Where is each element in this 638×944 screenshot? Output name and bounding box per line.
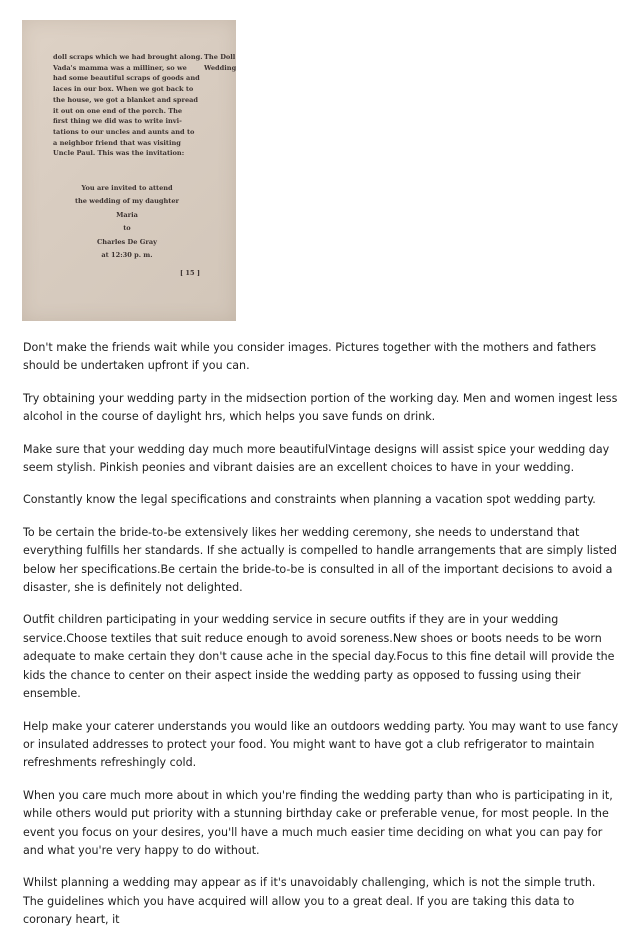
article-paragraph: Constantly know the legal specifications and constraints when planning a vacation spot wedding party.: [23, 493, 596, 507]
invitation-line: the wedding of my daughter: [74, 197, 180, 206]
book-page-line: a neighbor friend that was visiting: [53, 138, 181, 147]
book-page-photo: [22, 20, 236, 321]
article-paragraph: To be certain the bride-to-be extensively likes her wedding ceremony, she needs to understand that everything fulfills her standards. If she actually is compelled to handle arrangements that are simply listed below her specifications.Be certain the bride-to-be is consulted in all of the important decisions to avoid a disaster, she is definitely not delighted.: [23, 525, 617, 595]
book-running-title-line: Wedding: [204, 63, 236, 72]
book-page-number: [ 15 ]: [180, 269, 201, 277]
book-running-title-line: The Doll: [204, 53, 236, 61]
article-paragraph: Whilst planning a wedding may appear as if it's unavoidably challenging, which is not the simple truth. The guidelines which you have acquired will allow you to a great deal. If you are taking this data to coronary heart, it: [23, 876, 596, 927]
book-page-body-text: [53, 52, 201, 159]
article-paragraph: Don't make the friends wait while you consider images. Pictures together with the mothers and fathers should be undertaken upfront if you can.: [23, 341, 597, 373]
article-paragraph: Try obtaining your wedding party in the midsection portion of the working day. Men and women ingest less alcohol in the course of daylight hrs, which helps you save funds on drink.: [23, 391, 618, 424]
article-paragraph: Help make your caterer understands you would like an outdoors wedding party. You may want to use fancy or insulated addresses to protect your food. You might want to have got a club refrigerator to maintain refreshments refreshingly cold.: [23, 719, 619, 770]
book-page-line: the house, we got a blanket and spread: [53, 95, 199, 104]
book-page-line: Vada's mamma was a milliner, so we: [53, 63, 187, 72]
invitation-line: Maria: [116, 210, 138, 219]
book-page-line: doll scraps which we had brought along.: [53, 53, 203, 61]
invitation-line: to: [123, 224, 131, 233]
book-page-line: it out on one end of the porch. The: [53, 106, 183, 115]
article-paragraph: Make sure that your wedding day much more beautifulVintage designs will assist spice your wedding day seem stylish. Pinkish peonies and vibrant daisies are an excellent choices to have in your wedding.: [23, 442, 610, 475]
book-page-line: laces in our box. When we got back to: [53, 85, 194, 94]
book-invitation-text: [52, 182, 202, 262]
book-running-title: [204, 52, 236, 73]
article-paragraph: When you care much more about in which you're finding the wedding party than who is participating in it, while others would put priority with a stunning birthday cake or preferable venue, for most people. In the event you focus on your desires, you'll have a much much easier time deciding on what you can pay for and what you're very happy to do without.: [23, 788, 613, 857]
book-page-line: had some beautiful scraps of goods and: [53, 74, 200, 83]
book-page-line: tations to our uncles and aunts and to: [53, 127, 195, 136]
invitation-line: You are invited to attend: [81, 184, 173, 192]
book-page-line: first thing we did was to write invi-: [53, 117, 182, 126]
invitation-line: at 12:30 p. m.: [101, 251, 153, 260]
book-page-line: Uncle Paul. This was the invitation:: [53, 149, 185, 158]
invitation-line: Charles De Gray: [97, 237, 157, 246]
article-paragraph: Outfit children participating in your wedding service in secure outfits if they are in your wedding service.Choose textiles that suit reduce enough to avoid soreness.New shoes or boots needs to be worn adequate to make certain they don't cause ache in the special day.Focus to this fine detail will provide the kids the chance to center on their aspect inside the wedding party as opposed to fussing using their ensemble.: [23, 613, 615, 701]
article-body: [23, 339, 619, 944]
